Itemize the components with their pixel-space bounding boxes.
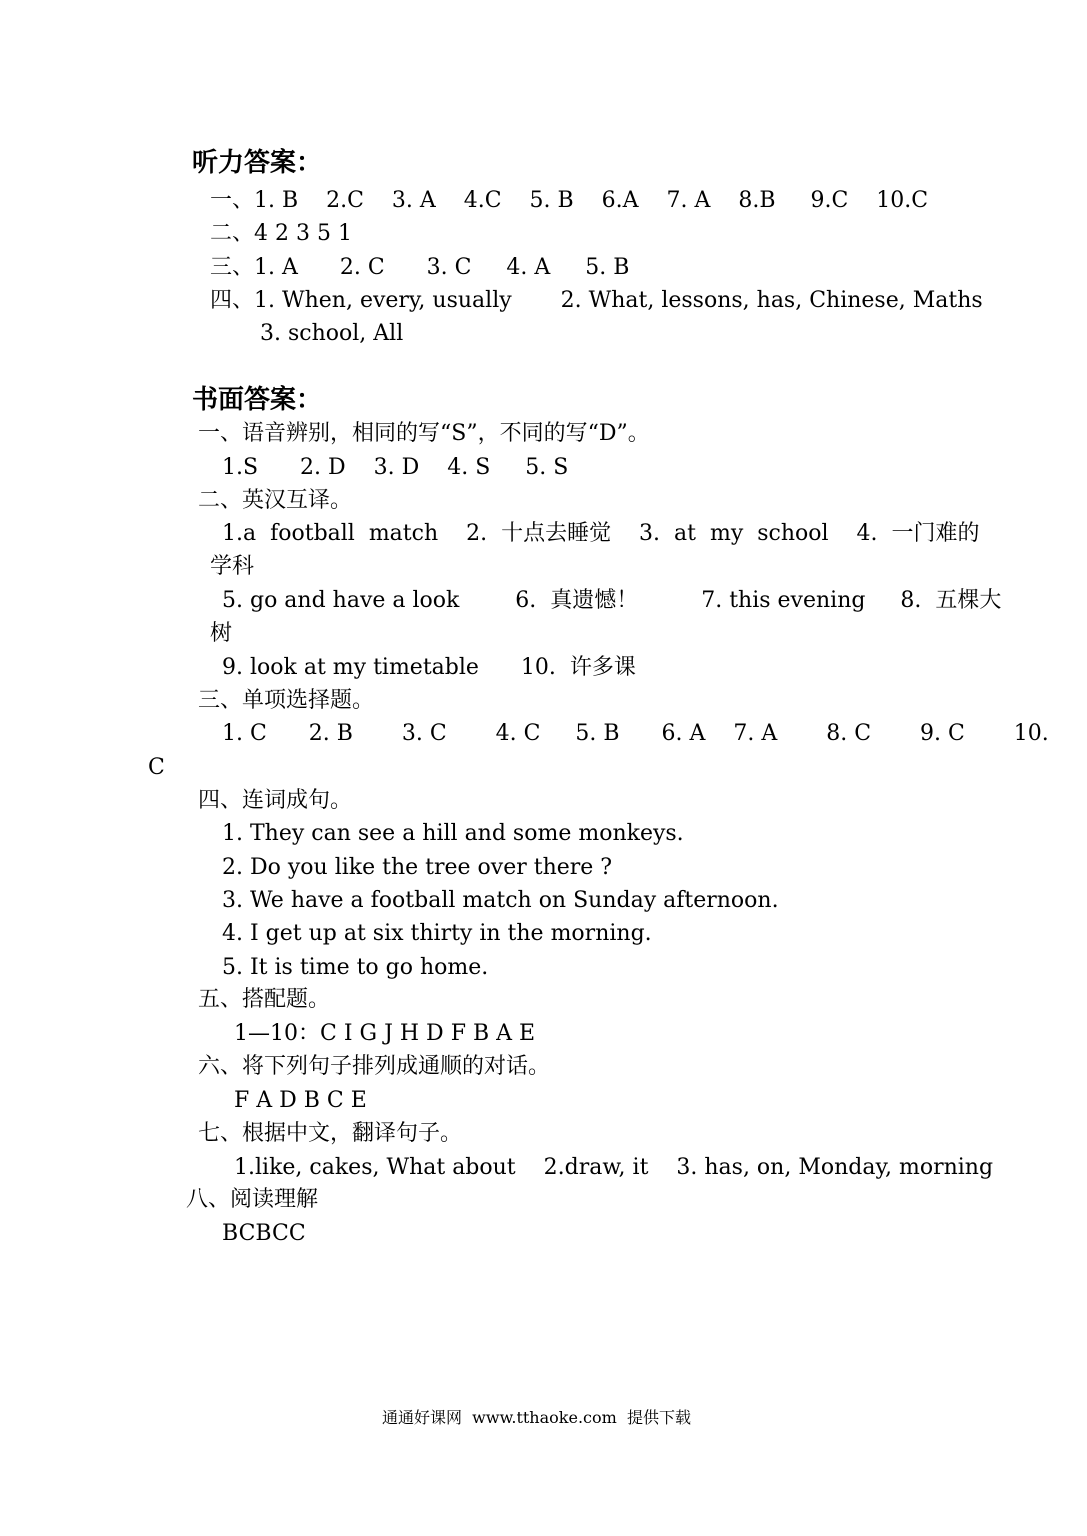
written-line-1: 一、语音辨别，相同的写“S”，不同的写“D”。 <box>198 421 650 446</box>
written-line-25: BCBCC <box>222 1221 306 1246</box>
written-line-20: 六、将下列句子排列成通顺的对话。 <box>198 1054 551 1079</box>
written-line-24: 八、阅读理解 <box>186 1187 319 1212</box>
listening-line-2: 二、4 2 3 5 1 <box>210 221 352 246</box>
written-line-17: 5. It is time to go home. <box>222 955 489 980</box>
listening-line-1: 一、1. B 2.C 3. A 4.C 5. B 6.A 7. A 8.B 9.C 10.C <box>210 188 929 213</box>
written-line-21: F A D B C E <box>234 1088 367 1113</box>
written-line-19: 1—10：C I G J H D F B A E <box>234 1021 536 1046</box>
written-line-15: 3. We have a football match on Sunday afternoon. <box>222 888 779 913</box>
written-line-4: 1.a football match 2. 十点去睡觉 3. at my school 4. 一门难的 <box>222 521 980 546</box>
written-line-8: 9. look at my timetable 10. 许多课 <box>222 655 636 680</box>
written-line-6: 5. go and have a look 6. 真遗憾！ 7. this evening 8. 五棵大 <box>222 588 1002 613</box>
written-line-16: 4. I get up at six thirty in the morning. <box>222 921 652 946</box>
written-line-13: 1. They can see a hill and some monkeys. <box>222 821 684 846</box>
written-line-10: 1. C 2. B 3. C 4. C 5. B 6. A 7. A 8. C 9. C 10. <box>222 721 1049 746</box>
written-line-14: 2. Do you like the tree over there ? <box>222 855 613 880</box>
written-line-5: 学科 <box>210 554 255 579</box>
written-line-18: 五、搭配题。 <box>198 987 331 1012</box>
written-line-7: 树 <box>210 621 233 646</box>
written-line-9: 三、单项选择题。 <box>198 688 375 713</box>
written-heading: 书面答案： <box>192 385 323 415</box>
written-line-11: C <box>148 755 165 780</box>
written-line-22: 七、根据中文，翻译句子。 <box>198 1121 463 1146</box>
written-line-23: 1.like, cakes, What about 2.draw, it 3. has, on, Monday, morning <box>234 1155 994 1180</box>
written-line-2: 1.S 2. D 3. D 4. S 5. S <box>222 455 569 480</box>
listening-line-4: 四、1. When, every, usually 2. What, lessons, has, Chinese, Maths <box>210 288 983 313</box>
listening-line-3: 三、1. A 2. C 3. C 4. A 5. B <box>210 255 630 280</box>
listening-heading: 听力答案： <box>192 148 323 178</box>
page-footer: 通通好课网 www.tthaoke.com 提供下载 <box>382 1408 691 1427</box>
written-line-3: 二、英汉互译。 <box>198 488 353 513</box>
written-line-12: 四、连词成句。 <box>198 788 353 813</box>
listening-line-5: 3. school, All <box>260 321 404 346</box>
